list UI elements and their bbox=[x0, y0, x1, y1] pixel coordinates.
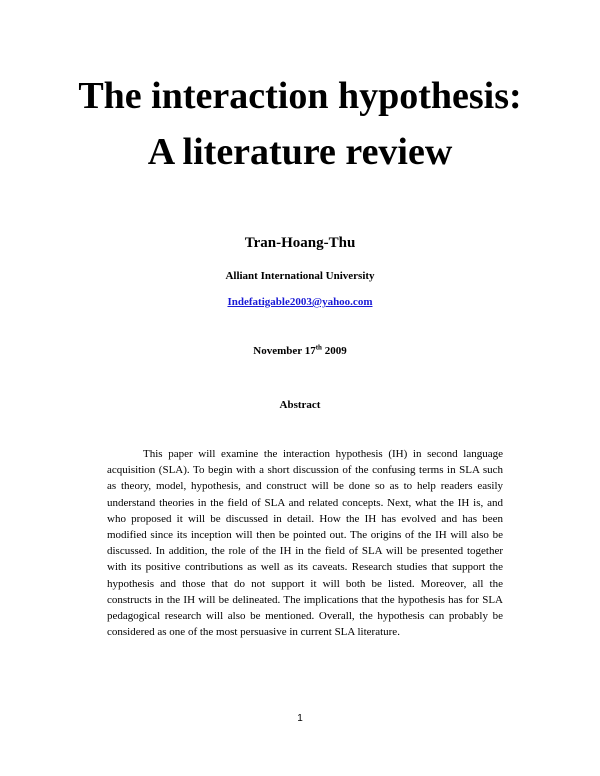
paper-title-line-2: A literature review bbox=[147, 131, 453, 173]
page-number: 1 bbox=[297, 713, 303, 724]
publication-date bbox=[0, 345, 600, 357]
paper-title-line-1: The interaction hypothesis: bbox=[78, 75, 522, 117]
author-affiliation: Alliant International University bbox=[225, 270, 375, 282]
email-link[interactable]: Indefatigable2003@yahoo.com bbox=[227, 296, 373, 308]
author-name: Tran-Hoang-Thu bbox=[244, 235, 356, 251]
date-year: 2009 bbox=[321, 345, 347, 357]
abstract-body: This paper will examine the interaction hypothesis (IH) in second language acquisition (SLA). To begin with a short discussion of the confusing terms in SLA such as theory, model, hypothesis, and construct will be done so as to help readers easily understand theories in the field of SLA and related concepts. Next, what the IH is, and who proposed it will be discussed in detail. How the IH has evolved and has been modified since its inception will then be pointed out. The origins of the IH will also be discussed. In addition, the role of the IH in the field of SLA will be presented together with its positive contributions as well as its caveats. Research studies that support the hypothesis and those that do not support it will both be listed. Moreover, all the constructs in the IH will be delineated. The implications that the hypothesis has for SLA pedagogical research will also be mentioned. Overall, the hypothesis can probably be considered as one of the most persuasive in current SLA literature. bbox=[107, 448, 503, 639]
date-month-day: November 17 bbox=[253, 345, 316, 357]
abstract-heading: Abstract bbox=[279, 399, 321, 411]
date-ordinal-suffix: th bbox=[315, 343, 322, 352]
author-email bbox=[0, 296, 600, 308]
